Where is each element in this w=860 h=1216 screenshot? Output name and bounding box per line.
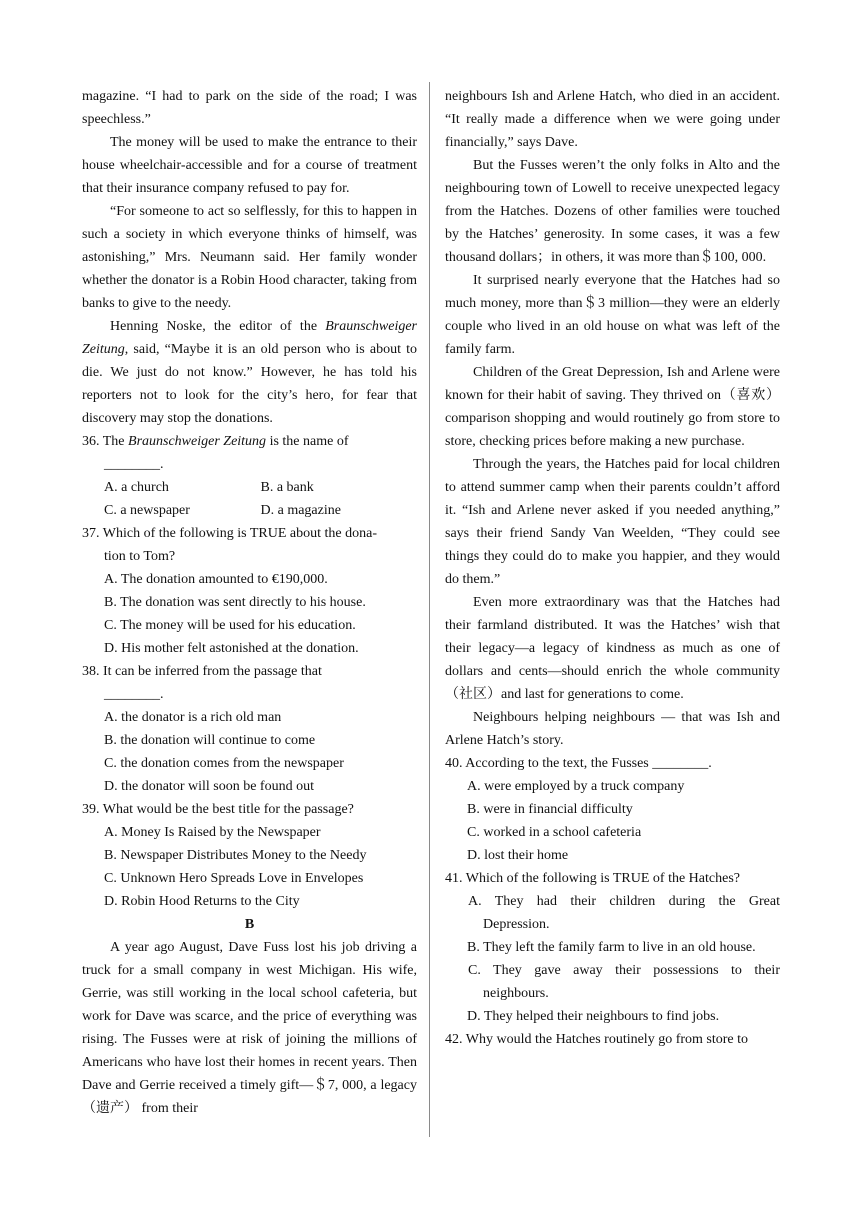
question-39: 39. What would be the best title for the passage? bbox=[82, 802, 354, 817]
right-column bbox=[445, 85, 780, 1051]
paragraph bbox=[82, 315, 417, 430]
question-40: 40. According to the text, the Fusses ________. bbox=[445, 756, 712, 771]
paragraph: But the Fusses weren’t the only folks in Alto and the neighbouring town of Lowell to receive unexpected legacy from the Hatches. Dozens of other families were touched by the Hatches’ generosity. In some cases, it was a few thousand dollars；in others, it was more than＄100, 000. bbox=[445, 158, 780, 265]
question-41: 41. Which of the following is TRUE of the Hatches? bbox=[445, 871, 740, 886]
question-text: 36. The bbox=[82, 434, 129, 449]
option-d: D. lost their home bbox=[467, 848, 569, 863]
question-38: 38. It can be inferred from the passage that bbox=[82, 664, 322, 679]
answer-blank: ________. bbox=[104, 457, 164, 472]
question-36 bbox=[82, 430, 417, 453]
question-37: 37. Which of the following is TRUE about the dona- bbox=[82, 526, 377, 541]
section-heading: B bbox=[244, 917, 255, 932]
option-a: A. were employed by a truck company bbox=[467, 779, 685, 794]
paragraph: A year ago August, Dave Fuss lost his job driving a truck for a small company in west Michigan. His wife, Gerrie, was still working in the local school cafeteria, but work for Dave was scarce, and the price of everything was rising. The Fusses were at risk of joining the millions of Americans who have lost their homes in recent years. Then Dave and Gerrie received a timely gift—＄7, 000, a legacy（遗产） from their bbox=[82, 940, 417, 1116]
option-c: C. the donation comes from the newspaper bbox=[104, 756, 344, 771]
option-c: C. They gave away their possessions to their neighbours. bbox=[468, 963, 780, 1001]
paragraph: Through the years, the Hatches paid for local children to attend summer camp when their parents couldn’t afford it. “Ish and Arlene never asked if you needed anything,” says their friend Sandy Van Weelden, “They could see things they could do to make you happier, and they would do them.” bbox=[445, 457, 780, 587]
text-run: , said, “Maybe it is an old person who is about to die. We just do not know.” However, he has told his reporters not to look for the city’s hero, for fear that discovery may stop the donations. bbox=[82, 342, 417, 426]
option-a: A. Money Is Raised by the Newspaper bbox=[104, 825, 321, 840]
option-a: A. a church bbox=[104, 480, 169, 495]
option-d: D. His mother felt astonished at the donation. bbox=[104, 641, 359, 656]
option-b: B. Newspaper Distributes Money to the Needy bbox=[104, 848, 367, 863]
option-b: B. were in financial difficulty bbox=[467, 802, 633, 817]
option-b: B. They left the family farm to live in an old house. bbox=[467, 940, 756, 955]
option-row bbox=[82, 499, 417, 522]
paragraph: Children of the Great Depression, Ish and Arlene were known for their habit of saving. They thrived on（喜欢）comparison shopping and would routinely go from store to store, checking prices before making a new purchase. bbox=[445, 365, 780, 449]
option-row bbox=[82, 476, 417, 499]
option-a: A. the donator is a rich old man bbox=[104, 710, 282, 725]
paragraph: It surprised nearly everyone that the Hatches had so much money, more than＄3 million—they were an elderly couple who lived in an old house on what was left of the family farm. bbox=[445, 273, 780, 357]
answer-blank: ________. bbox=[104, 687, 164, 702]
newspaper-name: Braunschweiger Zeitung bbox=[128, 434, 267, 449]
option-d: D. They helped their neighbours to find jobs. bbox=[467, 1009, 720, 1024]
option-b: B. the donation will continue to come bbox=[104, 733, 316, 748]
option-a: A. The donation amounted to €190,000. bbox=[104, 572, 328, 587]
question-continuation: tion to Tom? bbox=[104, 549, 176, 564]
question-42: 42. Why would the Hatches routinely go from store to bbox=[445, 1032, 749, 1047]
newspaper-name: Braunschweiger Zeitung bbox=[82, 319, 417, 357]
column-divider bbox=[429, 82, 430, 1137]
paragraph: Even more extraordinary was that the Hatches had their farmland distributed. It was the Hatches’ wish that their legacy—a legacy of kindness as much as one of dollars and cents—should enrich the whole community（社区）and last for generations to come. bbox=[445, 595, 780, 702]
option-b: B. The donation was sent directly to his house. bbox=[104, 595, 366, 610]
paragraph: magazine. “I had to park on the side of the road; I was speechless.” bbox=[82, 89, 417, 127]
option-c: C. a newspaper bbox=[104, 503, 190, 518]
paragraph: Neighbours helping neighbours — that was Ish and Arlene Hatch’s story. bbox=[445, 710, 780, 748]
option-c: C. Unknown Hero Spreads Love in Envelopes bbox=[104, 871, 364, 886]
paragraph: The money will be used to make the entrance to their house wheelchair-accessible and for a course of treatment that their insurance company refused to pay for. bbox=[82, 135, 417, 196]
paragraph: “For someone to act so selflessly, for this to happen in such a society in which everyone thinks of himself, was astonishing,” Mrs. Neumann said. Her family wonder whether the donator is a Robin Hood character, taking from banks to give to the needy. bbox=[82, 204, 417, 311]
option-d: D. Robin Hood Returns to the City bbox=[104, 894, 300, 909]
option-a: A. They had their children during the Great Depression. bbox=[468, 894, 780, 932]
paragraph: neighbours Ish and Arlene Hatch, who died in an accident. “It really made a difference when we were going under financially,” says Dave. bbox=[445, 89, 780, 150]
option-c: C. worked in a school cafeteria bbox=[467, 825, 642, 840]
left-column bbox=[82, 85, 417, 1120]
option-c: C. The money will be used for his education. bbox=[104, 618, 356, 633]
question-text: is the name of bbox=[266, 434, 349, 449]
text-run: Henning Noske, the editor of the bbox=[110, 319, 326, 334]
option-d: D. a magazine bbox=[260, 503, 341, 518]
option-b: B. a bank bbox=[260, 480, 314, 495]
option-d: D. the donator will soon be found out bbox=[104, 779, 314, 794]
